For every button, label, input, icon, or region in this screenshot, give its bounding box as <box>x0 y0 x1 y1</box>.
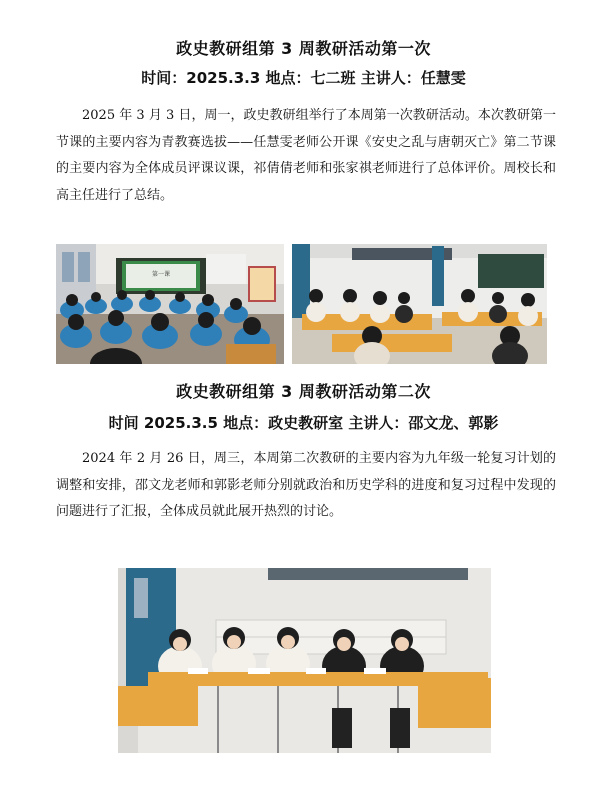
teachers-meeting-photo <box>118 568 491 753</box>
activity-1-meta: 时间：2025.3.3 地点：七二班 主讲人：任慧雯 <box>141 69 466 87</box>
classroom-lecture-photo <box>56 244 284 364</box>
activity-2-body: 2024 年 2 月 26 日，周三，本周第二次教研的主要内容为九年级一轮复习计划的调整和安排，邵文龙老师和郭影老师分别就政治和历史学科的进度和复习过程中发现的问题进行了汇报，全体成员就此展开热烈的讨论。 <box>56 451 556 519</box>
teachers-evaluation-photo <box>292 244 547 364</box>
screen-text: 第一课 <box>151 271 171 278</box>
activity-1-body: 2025 年 3 月 3 日，周一，政史教研组举行了本周第一次教研活动。本次教研第一节课的主要内容为青教赛选拔——任慧雯老师公开课《安史之乱与唐朝灭亡》第二节课的主要内容为全体成员评课议课，祁倩倩老师和张家祺老师进行了总体评价。周校长和高主任进行了总结。 <box>56 108 556 203</box>
activity-1-title: 政史教研组第 3 周教研活动第一次 <box>176 39 431 58</box>
activity-2-title: 政史教研组第 3 周教研活动第二次 <box>176 382 431 401</box>
activity-2-meta: 时间 2025.3.5 地点：政史教研室 主讲人：邵文龙、郭影 <box>108 414 499 432</box>
